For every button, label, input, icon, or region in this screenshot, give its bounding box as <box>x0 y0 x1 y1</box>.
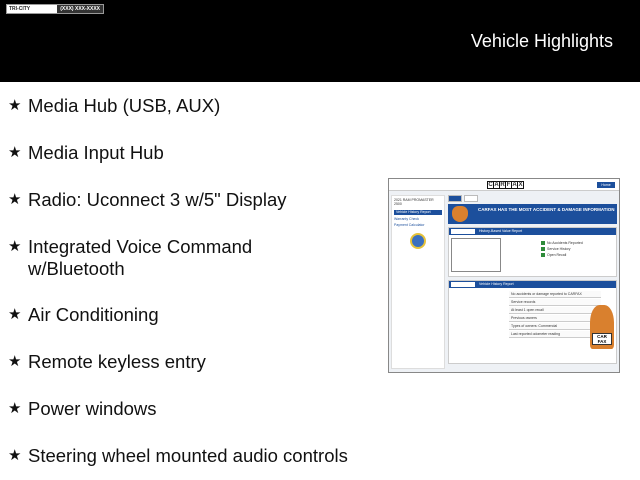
feature-label: Media Input Hub <box>28 142 164 163</box>
carfax-logo <box>487 181 523 189</box>
feature-label: Radio: Uconnect 3 w/5" Display <box>28 189 287 210</box>
table-row: At least 1 open recall <box>509 307 601 314</box>
carfax-home-button: Home <box>597 182 615 188</box>
feature-label: Steering wheel mounted audio controls <box>28 445 348 466</box>
list-item <box>8 95 220 117</box>
feature-label: Remote keyless entry <box>28 351 206 372</box>
carfax-logo-chip <box>451 229 475 234</box>
carfax-topbar <box>389 179 619 191</box>
star-bullet-icon: ★ <box>8 447 22 464</box>
history-item-label: Service History <box>547 247 571 251</box>
carfax-tab <box>448 195 462 202</box>
history-item-label: No Accidents Reported <box>547 241 583 245</box>
list-item <box>8 304 159 326</box>
list-item <box>541 252 613 258</box>
list-item <box>8 351 206 373</box>
check-icon <box>541 253 545 257</box>
carfax-history-report-label: Vehicle History Report <box>479 282 514 286</box>
star-bullet-icon: ★ <box>8 306 22 323</box>
feature-label: Integrated Voice Command w/Bluetooth <box>28 236 253 279</box>
list-item <box>8 142 164 164</box>
carfax-logo-letter: X <box>518 182 523 188</box>
carfax-banner <box>448 204 617 224</box>
list-item <box>8 445 348 467</box>
carfax-logo-letter: R <box>500 182 505 188</box>
carfax-logo-chip <box>451 282 475 287</box>
star-bullet-icon: ★ <box>8 238 22 255</box>
list-item <box>8 236 273 280</box>
carfax-fox-mascot-icon <box>590 305 614 349</box>
carfax-value-report <box>448 227 617 277</box>
table-row: Types of owners: Commercial <box>509 323 601 330</box>
page-title: Vehicle Highlights <box>470 31 613 51</box>
carfax-history-items <box>541 240 613 258</box>
carfax-vehicle-name: 2021 RAM PROMASTER 2500 <box>394 198 434 206</box>
carfax-logo-letter: F <box>506 182 511 188</box>
table-row: Last reported odometer reading <box>509 331 601 338</box>
dealer-phone: (XXX) XXX-XXXX <box>57 5 103 13</box>
carfax-sidebar-link: Payment Calculator <box>394 223 425 227</box>
star-bullet-icon: ★ <box>8 144 22 161</box>
carfax-logo-letter: C <box>488 182 493 188</box>
history-item-label: Open Recall <box>547 253 567 257</box>
carfax-fox-sign: CAR FAX <box>592 333 612 345</box>
dealer-logo-text: TRI-CITY <box>9 6 31 12</box>
carfax-sidebar-link: Warranty Check <box>394 217 419 221</box>
carfax-badge-icon <box>410 233 426 249</box>
star-bullet-icon: ★ <box>8 191 22 208</box>
star-bullet-icon: ★ <box>8 400 22 417</box>
feature-label: Power windows <box>28 398 157 419</box>
carfax-history-report-bar <box>449 281 616 288</box>
star-bullet-icon: ★ <box>8 353 22 370</box>
carfax-sidebar <box>391 195 445 369</box>
feature-label: Air Conditioning <box>28 304 159 325</box>
carfax-value-box <box>451 238 501 272</box>
carfax-logo-letter: A <box>494 182 499 188</box>
list-item <box>8 189 287 211</box>
table-row: Previous owners <box>509 315 601 322</box>
carfax-value-report-bar <box>449 228 616 235</box>
carfax-value-report-label: History-Based Value Report <box>479 229 523 233</box>
carfax-tab <box>464 195 478 202</box>
carfax-banner-title: CARFAX HAS THE MOST ACCIDENT & DAMAGE INFORMATION <box>478 207 615 212</box>
table-row: Service records <box>509 299 601 306</box>
star-bullet-icon: ★ <box>8 97 22 114</box>
dealer-logo[interactable] <box>6 4 104 14</box>
carfax-fox-icon <box>452 206 468 222</box>
check-icon <box>541 241 545 245</box>
check-icon <box>541 247 545 251</box>
carfax-report-image[interactable] <box>388 178 620 373</box>
carfax-report-rows <box>509 291 601 339</box>
feature-label: Media Hub (USB, AUX) <box>28 95 221 116</box>
header-bar <box>0 0 640 82</box>
carfax-main <box>448 195 617 369</box>
carfax-logo-letter: A <box>512 182 517 188</box>
list-item <box>8 398 157 420</box>
carfax-history-report <box>448 280 617 364</box>
table-row: No accidents or damage reported to CARFAX <box>509 291 601 298</box>
carfax-sidebar-link: Vehicle History Report <box>394 210 442 215</box>
carfax-tabs <box>448 195 617 202</box>
